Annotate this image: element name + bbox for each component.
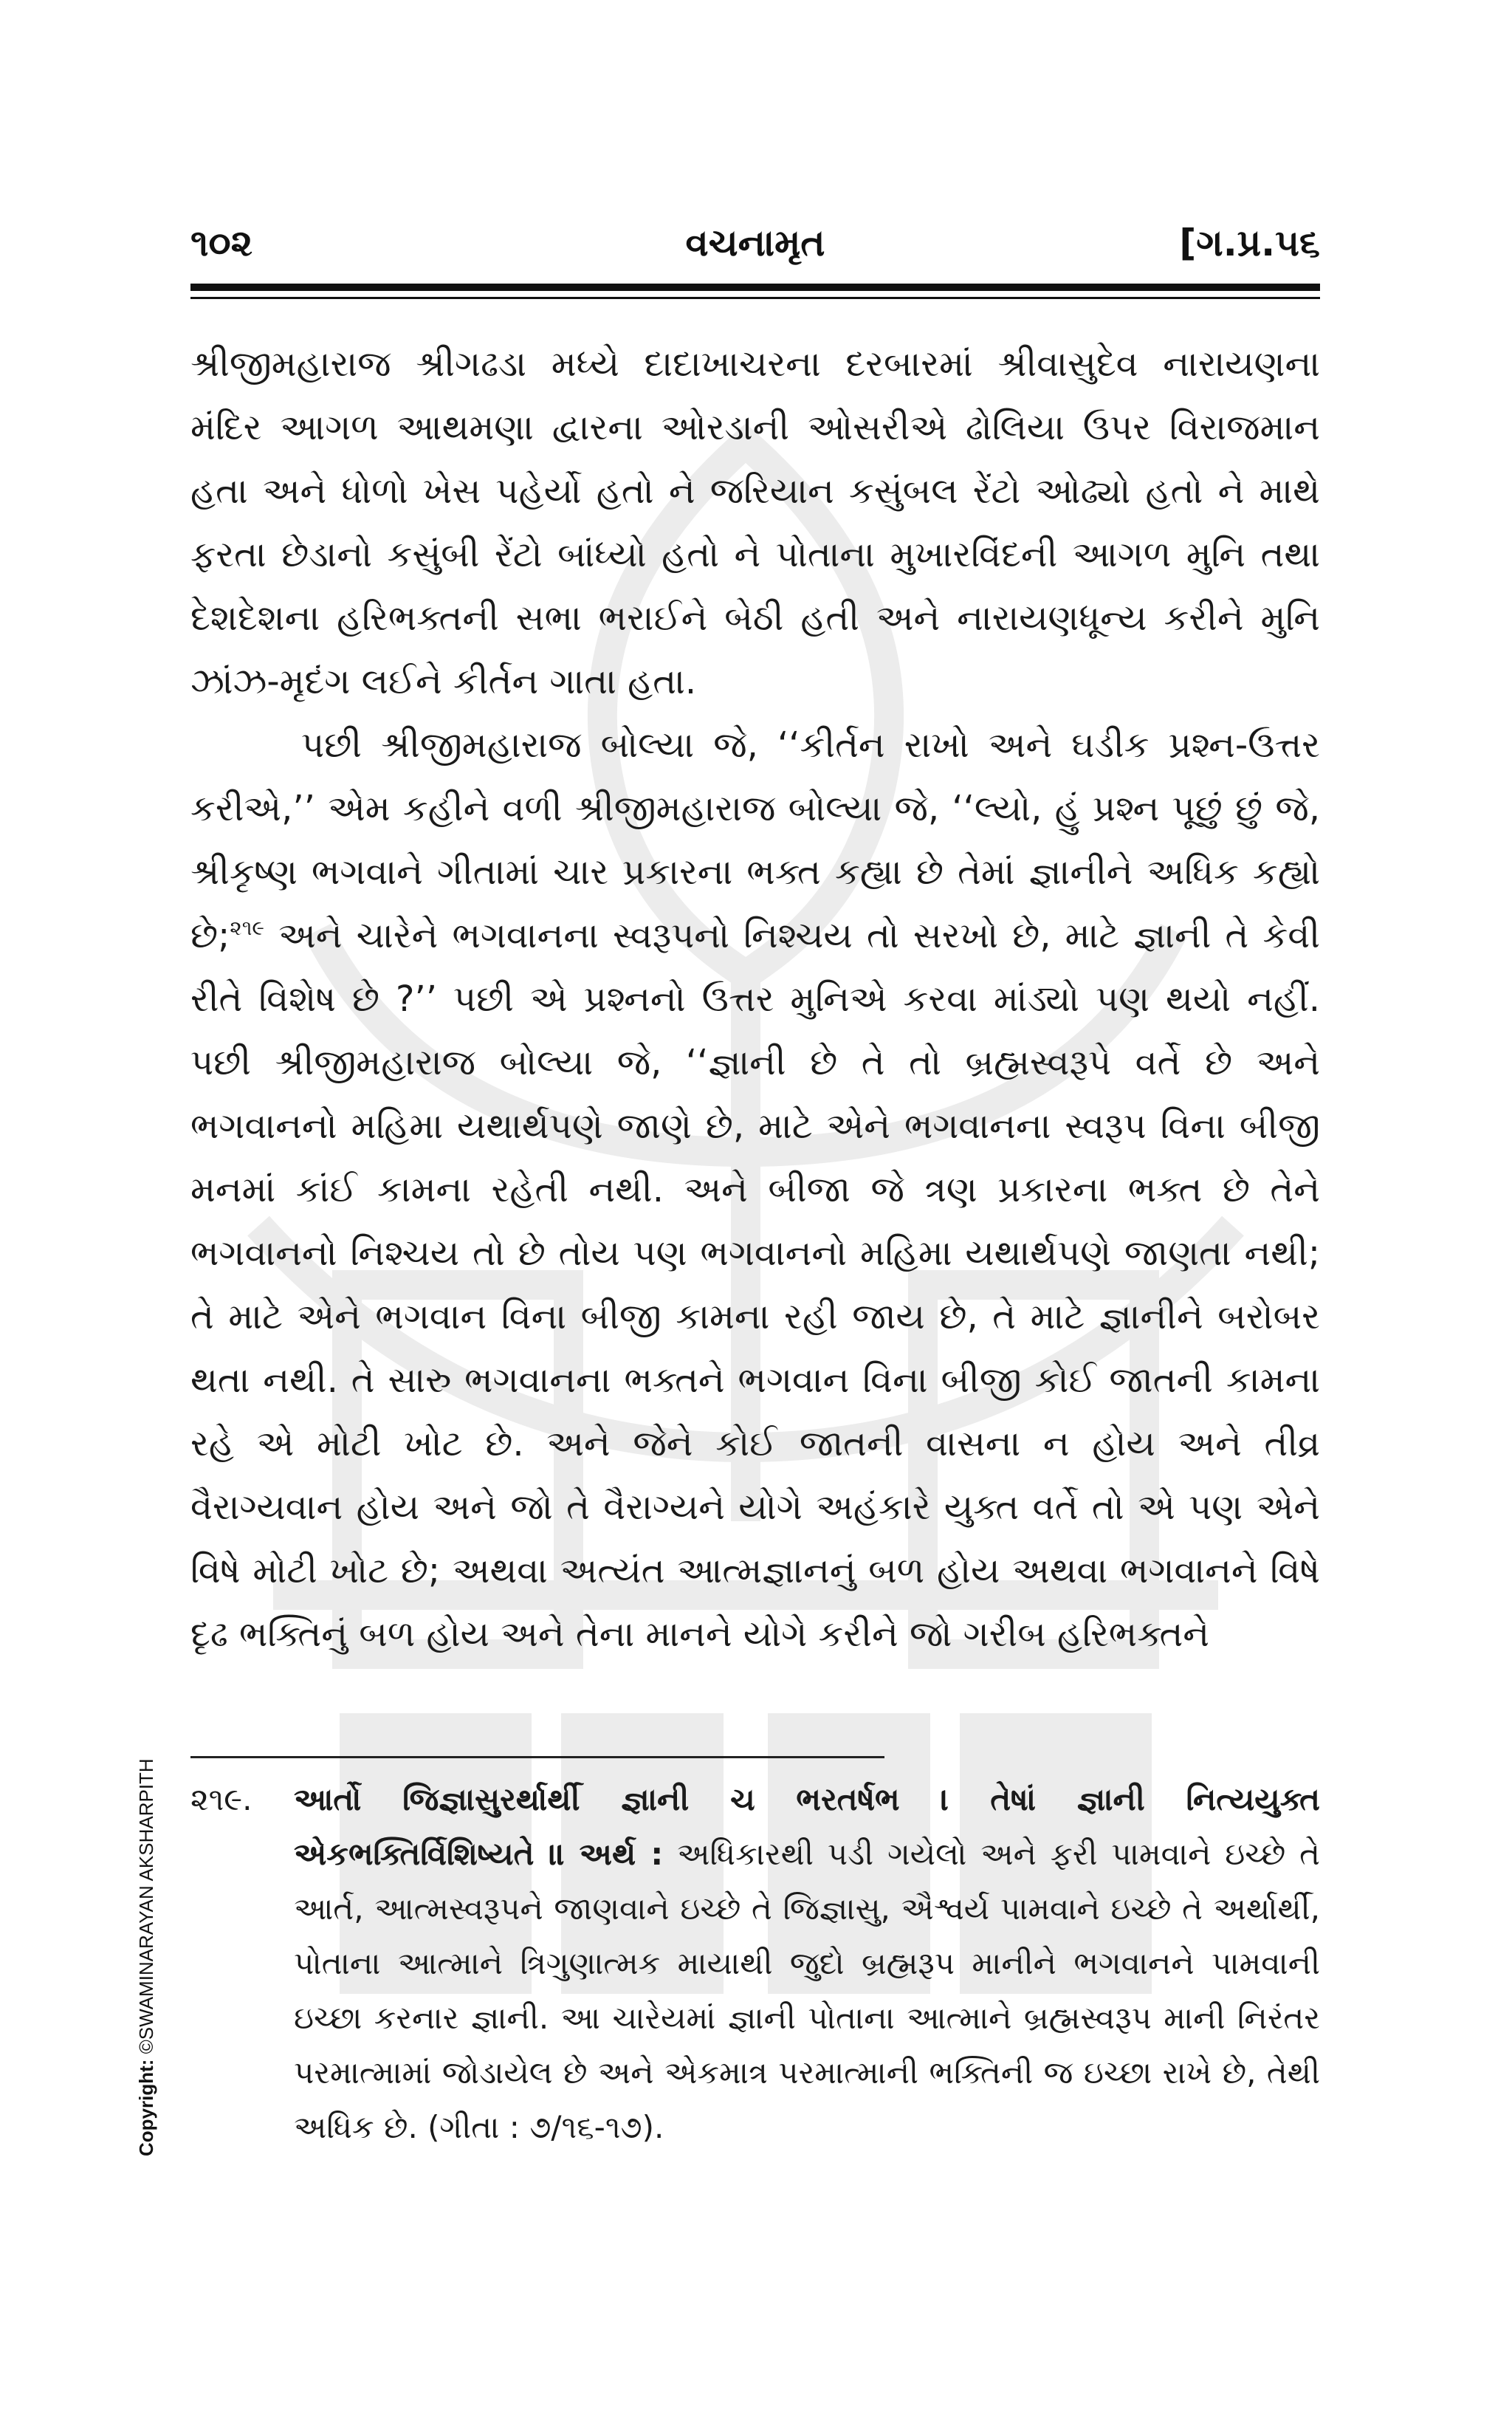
footnote-reference: ૨૧૯ — [230, 916, 265, 940]
footnote-divider — [190, 1756, 884, 1758]
footnote-verse: આર્તો જિજ્ઞાસુરર્થાર્થી જ્ઞાની ચ ભરતર્ષભ । તેષાં જ્ઞાની નિત્યયુક્ત એકભક્તિર્વિશિષ્યતે ॥ — [294, 1781, 1320, 1872]
section-reference: [ગ.પ્ર.૫૬ — [1179, 222, 1320, 264]
footnote-number: ૨૧૯. — [190, 1781, 252, 1817]
copyright-notice — [135, 1758, 158, 2156]
paragraph-2-part-a: પછી શ્રીજીમહારાજ બોલ્યા જે, ‘‘કીર્તન રાખો અને ઘડીક પ્રશ્ન-ઉત્તર કરીએ,’’ એમ કહીને વળી શ્રીજીમહારાજ બોલ્યા જે, ‘‘લ્યો, હું પ્રશ્ન પૂછું છું જે, શ્રીકૃષ્ણ ભગવાને ગીતામાં ચાર પ્રકારના ભક્ત કહ્યા છે તેમાં જ્ઞાનીને અધિક કહ્યો છે; — [190, 724, 1320, 956]
paragraph-2 — [190, 713, 1320, 1666]
footnote — [190, 1772, 1320, 2155]
main-text — [190, 332, 1320, 1666]
footnote-meaning-label: અર્થ : — [579, 1836, 664, 1872]
header-rule-thin — [190, 297, 1320, 299]
page-number: ૧૦૨ — [190, 222, 252, 264]
footnote-meaning: અધિકારથી પડી ગયેલો અને ફરી પામવાને ઇચ્છે તે આર્ત, આત્મસ્વરૂપને જાણવાને ઇચ્છે તે જિજ્ઞાસુ, ઐશ્વર્ય પામવાને ઇચ્છે તે અર્થાર્થી, પોતાના આત્માને ત્રિગુણાત્મક માયાથી જુદો બ્રહ્મરૂપ માનીને ભગવાનને પામવાની ઇચ્છા કરનાર જ્ઞાની. આ ચારેયમાં જ્ઞાની પોતાના આત્માને બ્રહ્મસ્વરૂપ માની નિરંતર પરમાત્મામાં જોડાયેલ છે અને એકમાત્ર પરમાત્માની ભક્તિની જ ઇચ્છા રાખે છે, તેથી અધિક છે. (ગીતા : ૭/૧૬-૧૭). — [294, 1836, 1320, 2145]
footnote-body — [294, 1772, 1320, 2155]
header-rule-thick — [190, 284, 1320, 291]
book-title: વચનામૃત — [685, 222, 825, 264]
copyright-label: Copyright: — [135, 2059, 157, 2156]
page-header — [190, 222, 1320, 273]
paragraph-2-part-b: અને ચારેને ભગવાનના સ્વરૂપનો નિશ્ચય તો સરખો છે, માટે જ્ઞાની તે કેવી રીતે વિશેષ છે ?’’ પછી એ પ્રશ્નનો ઉત્તર મુનિએ કરવા માંડ્યો પણ થયો નહીં. પછી શ્રીજીમહારાજ બોલ્યા જે, ‘‘જ્ઞાની છે તે તો બ્રહ્મસ્વરૂપે વર્તે છે અને ભગવાનનો મહિમા યથાર્થપણે જાણે છે, માટે એને ભગવાનના સ્વરૂપ વિના બીજી મનમાં કાંઈ કામના રહેતી નથી. અને બીજા જે ત્રણ પ્રકારના ભક્ત છે તેને ભગવાનનો નિશ્ચય તો છે તોય પણ ભગવાનનો મહિમા યથાર્થપણે જાણતા નથી; તે માટે એને ભગવાન વિના બીજી કામના રહી જાય છે, તે માટે જ્ઞાનીને બરોબર થતા નથી. તે સારુ ભગવાનના ભક્તને ભગવાન વિના બીજી કોઈ જાતની કામના રહે એ મોટી ખોટ છે. અને જેને કોઈ જાતની વાસના ન હોય અને તીવ્ર વૈરાગ્યવાન હોય અને જો તે વૈરાગ્યને યોગે અહંકારે યુક્ત વર્તે તો એ પણ એને વિષે મોટી ખોટ છે; અથવા અત્યંત આત્મજ્ઞાનનું બળ હોય અથવા ભગવાનને વિષે દૃઢ ભક્તિનું બળ હોય અને તેના માનને યોગે કરીને જો ગરીબ હરિભક્તને — [190, 915, 1320, 1655]
paragraph-1: શ્રીજીમહારાજ શ્રીગઢડા મધ્યે દાદાખાચરના દરબારમાં શ્રીવાસુદેવ નારાયણના મંદિર આગળ આથમણા દ્વારના ઓરડાની ઓસરીએ ઢોલિયા ઉપર વિરાજમાન હતા અને ધોળો ખેસ પહેર્યો હતો ને જરિયાન કસુંબલ રેંટો ઓઢ્યો હતો ને માથે ફરતા છેડાનો કસુંબી રેંટો બાંધ્યો હતો ને પોતાના મુખારવિંદની આગળ મુનિ તથા દેશદેશના હરિભક્તની સભા ભરાઈને બેઠી હતી અને નારાયણધૂન્ય કરીને મુનિ ઝાંઝ-મૃદંગ લઈને કીર્તન ગાતા હતા. — [190, 343, 1320, 702]
copyright-holder: ©SWAMINARAYAN AKSHARPITH — [135, 1758, 157, 2060]
